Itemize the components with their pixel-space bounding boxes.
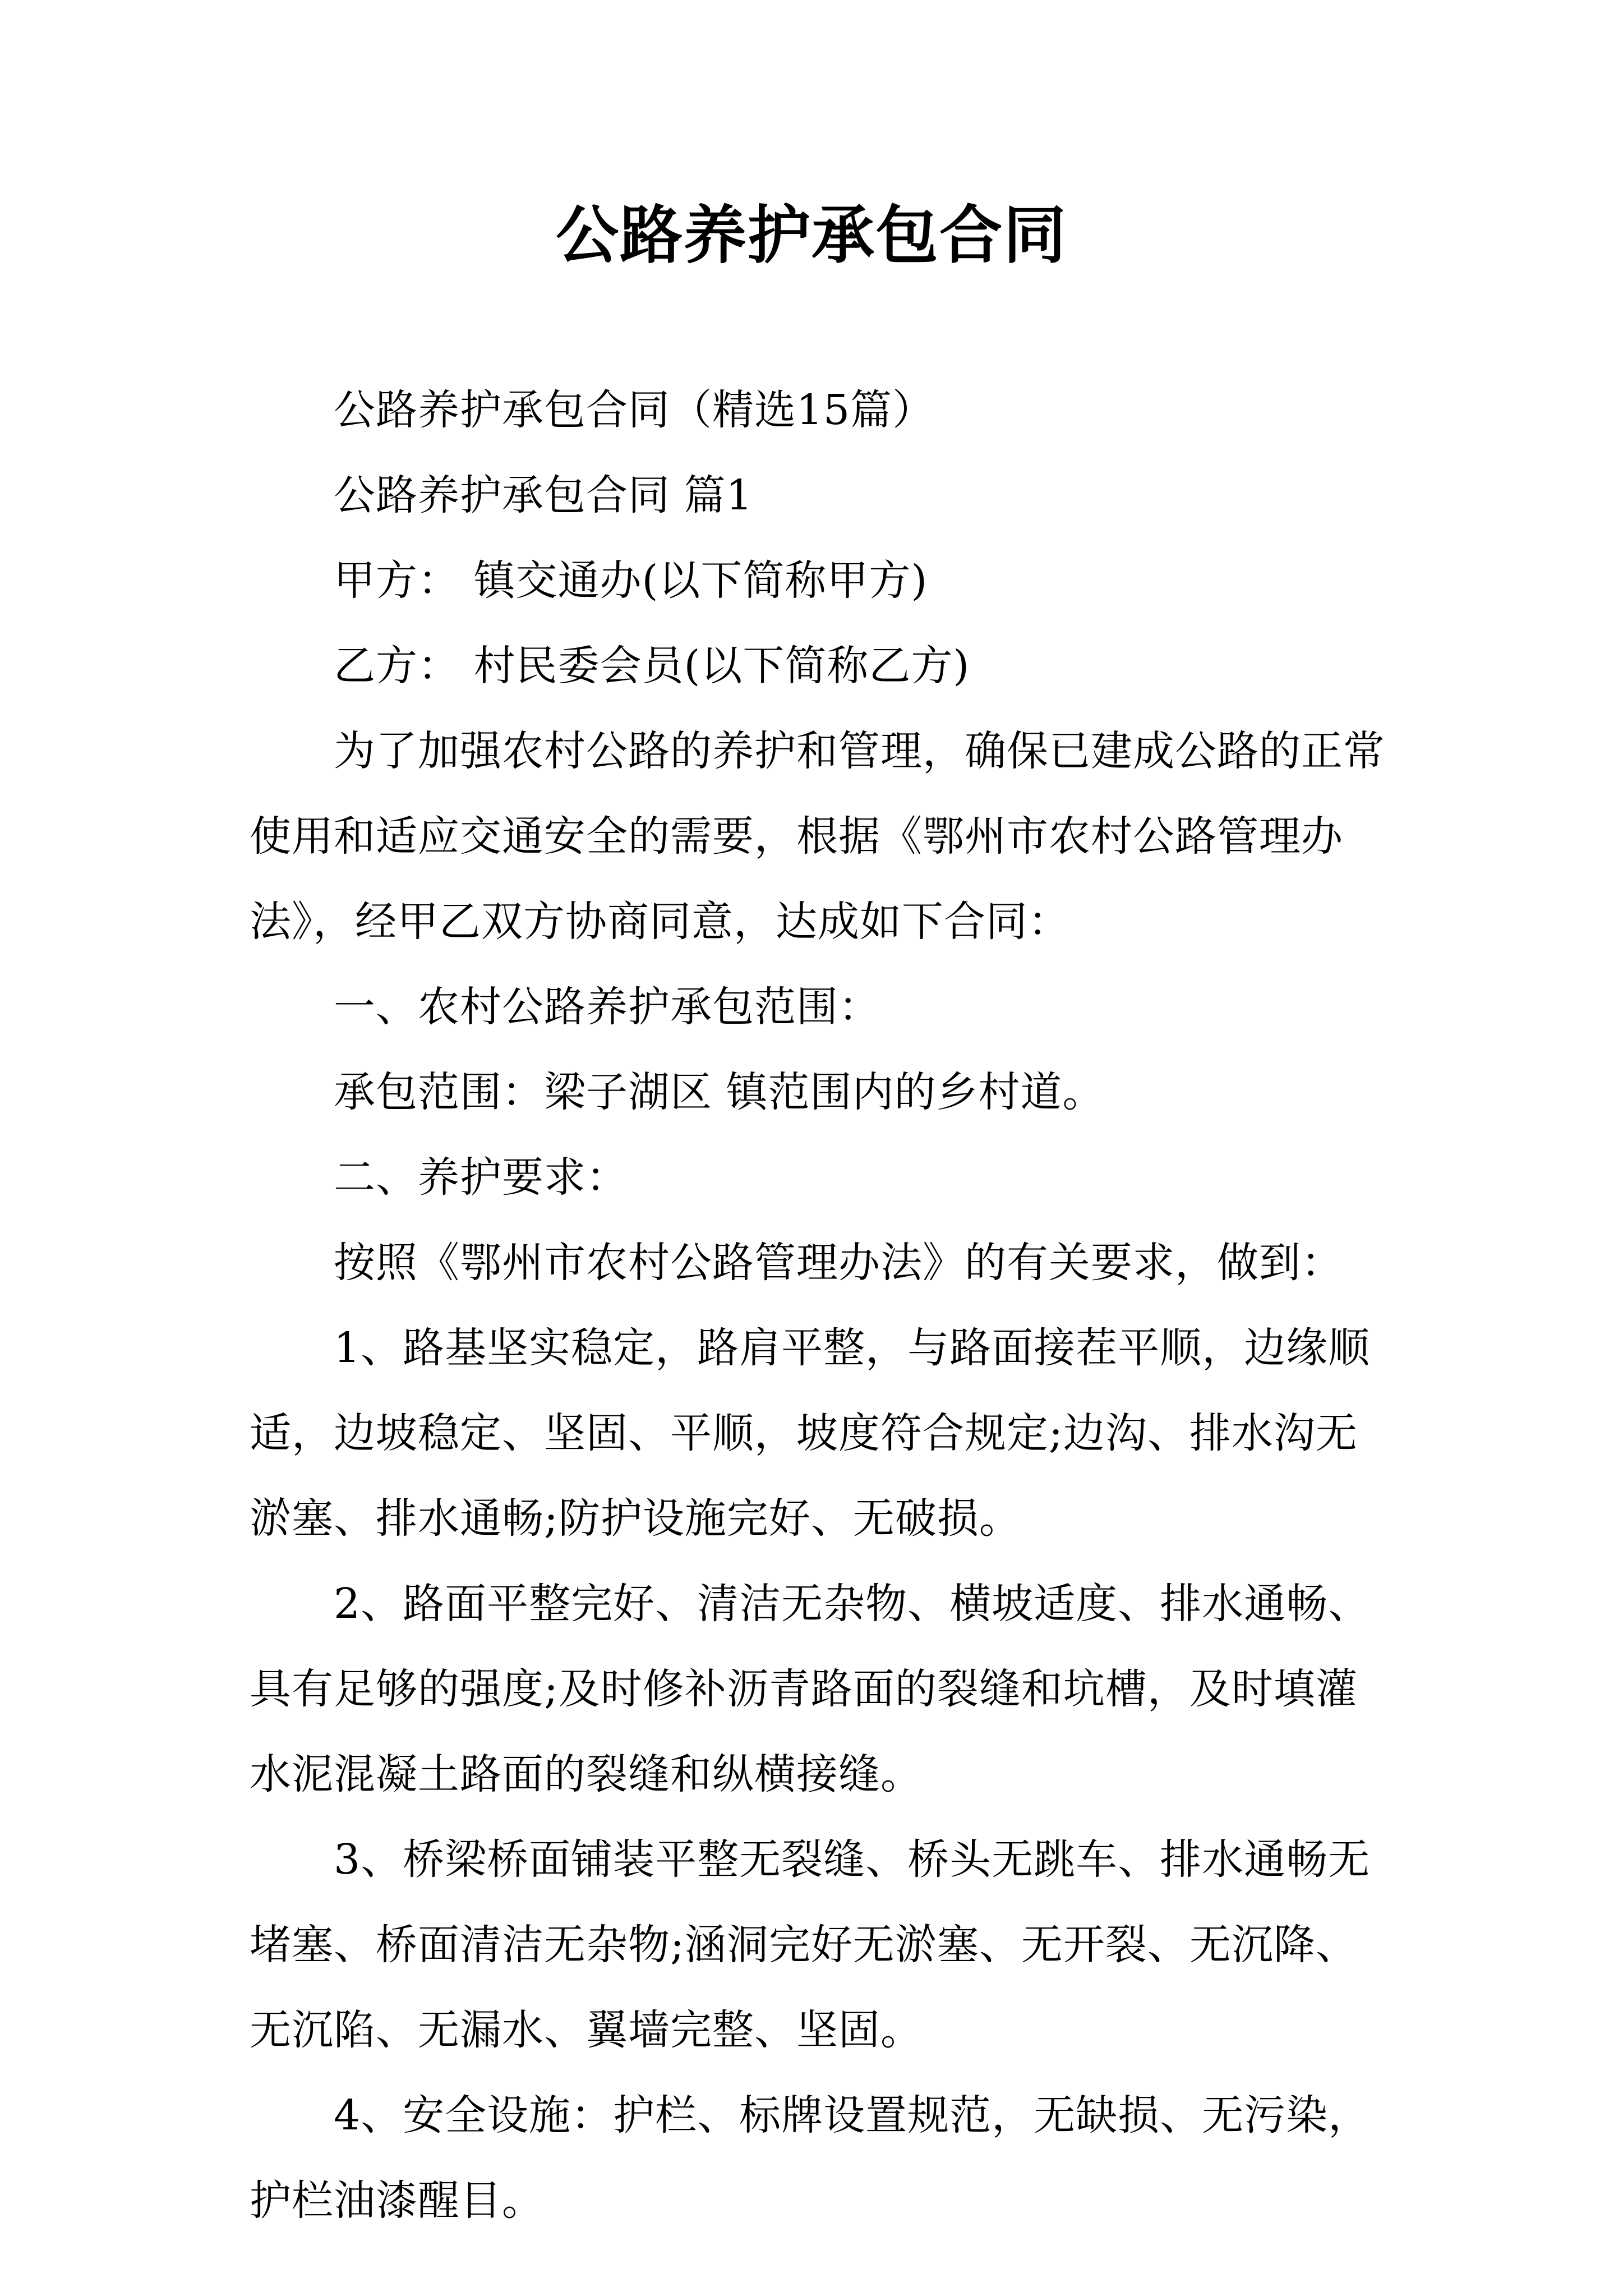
- document-body: [250, 367, 1394, 2243]
- paragraph-item-1: 1、路基坚实稳定，路肩平整，与路面接茬平顺，边缘顺适，边坡稳定、坚固、平顺，坡度符合规定;边沟、排水沟无淤塞、排水通畅;防护设施完好、无破损。: [250, 1324, 1371, 1543]
- paragraph-requirement-intro: 按照《鄂州市农村公路管理办法》的有关要求，做到：: [334, 1239, 1343, 1287]
- paragraph-item-2: 2、路面平整完好、清洁无杂物、横坡适度、排水通畅、具有足够的强度;及时修补沥青路面的裂缝和坑槽，及时填灌水泥混凝土路面的裂缝和纵横接缝。: [250, 1580, 1371, 1798]
- paragraph-heading-collection: 公路养护承包合同（精选15篇）: [334, 386, 935, 434]
- paragraph-heading-part1: 公路养护承包合同 篇1: [334, 471, 753, 519]
- paragraph-party-b: 乙方： 村民委会员(以下简称乙方): [334, 642, 970, 690]
- paragraph-section-2-heading: 二、养护要求：: [334, 1153, 628, 1202]
- paragraph-section-1-heading: 一、农村公路养护承包范围：: [334, 983, 880, 1031]
- paragraph-party-a: 甲方： 镇交通办(以下简称甲方): [334, 556, 928, 605]
- paragraph-item-4: 4、安全设施：护栏、标牌设置规范，无缺损、无污染，护栏油漆醒目。: [250, 2091, 1371, 2225]
- paragraph-item-3: 3、桥梁桥面铺装平整无裂缝、桥头无跳车、排水通畅无堵塞、桥面清洁无杂物;涵洞完好无淤塞、无开裂、无沉降、无沉陷、无漏水、翼墙完整、坚固。: [250, 1835, 1371, 2054]
- paragraph-purpose: 为了加强农村公路的养护和管理，确保已建成公路的正常使用和适应交通安全的需要，根据《鄂州市农村公路管理办法》，经甲乙双方协商同意，达成如下合同：: [250, 727, 1385, 946]
- paragraph-scope: 承包范围：梁子湖区 镇范围内的乡村道。: [334, 1068, 1105, 1116]
- document-title: 公路养护承包合同: [556, 199, 1067, 272]
